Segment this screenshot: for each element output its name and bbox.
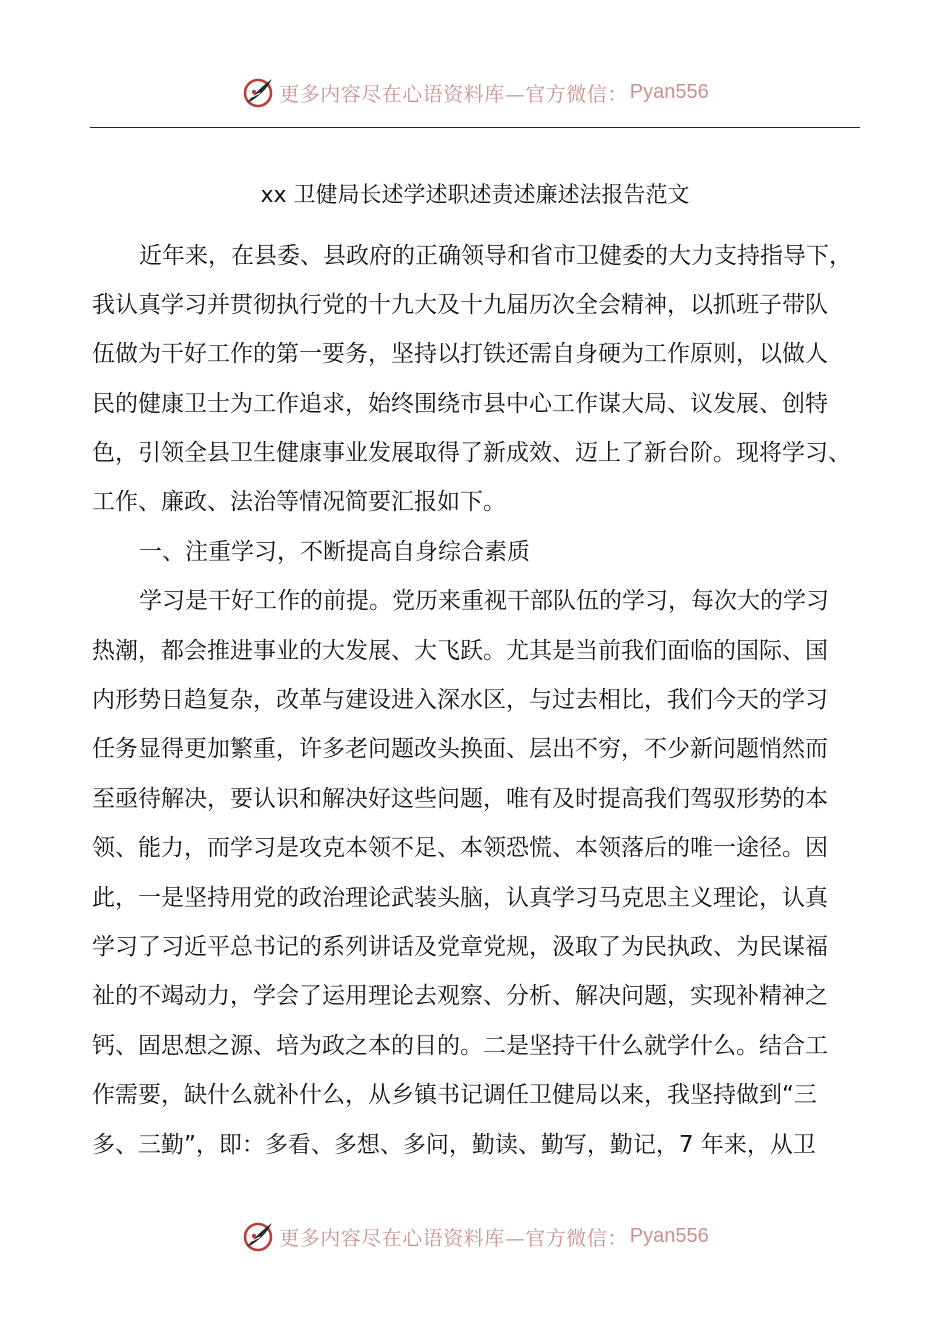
paragraph-line: 至亟待解决，要认识和解决好这些问题，唯有及时提高我们驾驭形势的本	[92, 786, 828, 812]
paragraph-line: 伍做为干好工作的第一要务，坚持以打铁还需自身硬为工作原则，以做人	[92, 341, 828, 367]
header-watermark	[0, 72, 950, 112]
paragraph-line: 近年来，在县委、县政府的正确领导和省市卫健委的大力支持指导下，	[139, 243, 852, 269]
watermark-text: 更多内容尽在心语资料库—官方微信：	[279, 1225, 628, 1250]
watermark-wechat-id: Pyan556	[629, 80, 709, 103]
watermark-wechat-id: Pyan556	[629, 1224, 709, 1247]
section-heading: 一、注重学习，不断提高自身综合素质	[139, 539, 530, 565]
paragraph-line: 任务显得更加繁重，许多老问题改头换面、层出不穷，不少新问题悄然而	[92, 736, 828, 762]
watermark-text: 更多内容尽在心语资料库—官方微信：	[279, 81, 628, 106]
paragraph-line: 学习是干好工作的前提。党历来重视干部队伍的学习，每次大的学习	[139, 588, 829, 614]
paragraph-line: 民的健康卫士为工作追求，始终围绕市县中心工作谋大局、议发展、创特	[92, 391, 828, 417]
paragraph-line: 热潮，都会推进事业的大发展、大飞跃。尤其是当前我们面临的国际、国	[92, 638, 828, 664]
paragraph-line: 作需要，缺什么就补什么，从乡镇书记调任卫健局以来，我坚持做到“三	[92, 1082, 817, 1108]
paragraph-line: 色，引领全县卫生健康事业发展取得了新成效、迈上了新台阶。现将学习、	[92, 440, 851, 466]
footer-watermark	[0, 1216, 950, 1256]
document-title: xx 卫健局长述学述职述责述廉述法报告范文	[260, 183, 690, 208]
paragraph-line: 此，一是坚持用党的政治理论武装头脑，认真学习马克思主义理论，认真	[92, 885, 828, 911]
paragraph-line: 祉的不竭动力，学会了运用理论去观察、分析、解决问题，实现补精神之	[92, 983, 828, 1009]
header-rule	[90, 127, 860, 128]
paragraph-line: 多、三勤”，即：多看、多想、多问，勤读、勤写，勤记，7 年来，从卫	[92, 1132, 816, 1158]
quill-logo-icon	[241, 1219, 275, 1253]
paragraph-line: 钙、固思想之源、培为政之本的目的。二是坚持干什么就学什么。结合工	[92, 1033, 828, 1059]
paragraph-line: 内形势日趋复杂，改革与建设进入深水区，与过去相比，我们今天的学习	[92, 687, 828, 713]
paragraph-line: 工作、廉政、法治等情况简要汇报如下。	[92, 489, 506, 515]
quill-logo-icon	[241, 75, 275, 109]
paragraph-line: 我认真学习并贯彻执行党的十九大及十九届历次全会精神，以抓班子带队	[92, 292, 828, 318]
paragraph-line: 领、能力，而学习是攻克本领不足、本领恐慌、本领落后的唯一途径。因	[92, 835, 828, 861]
paragraph-line: 学习了习近平总书记的系列讲话及党章党规，汲取了为民执政、为民谋福	[92, 934, 828, 960]
